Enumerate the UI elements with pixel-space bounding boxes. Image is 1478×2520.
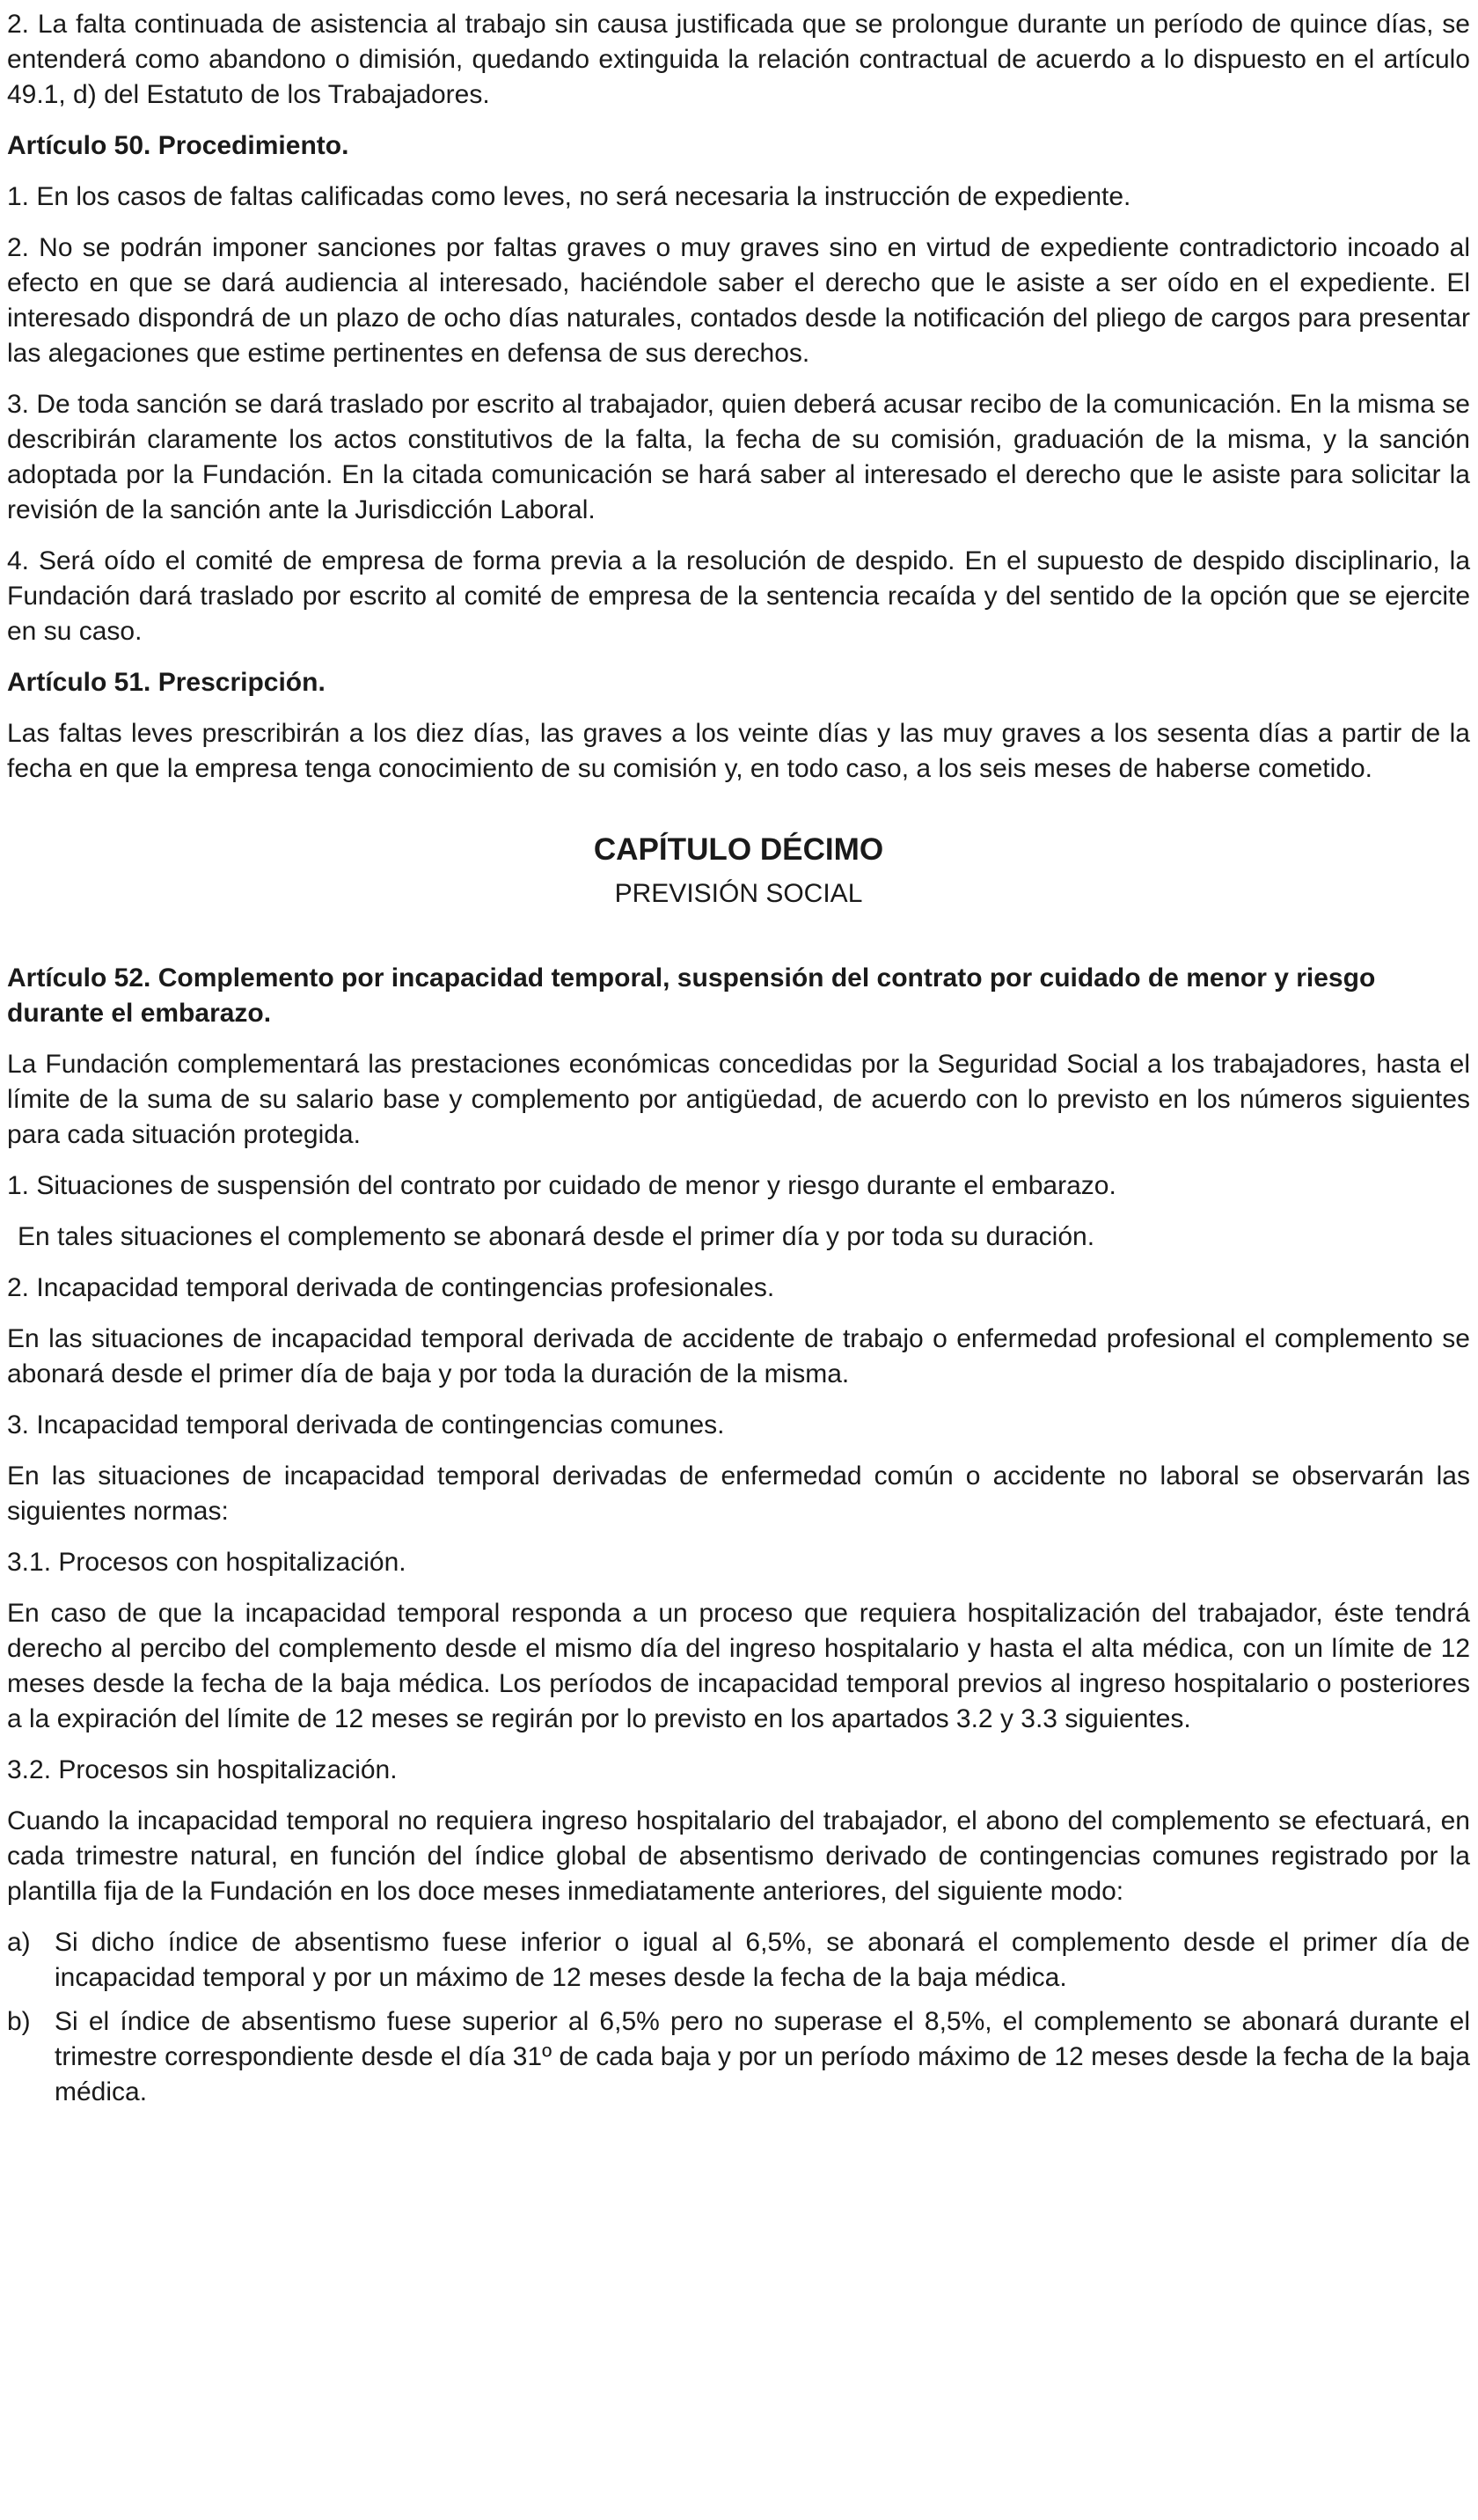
list-item-text: Si dicho índice de absentismo fuese inferior o igual al 6,5%, se abonará el complemento desde el primer día de incapacidad temporal y por un máximo de 12 meses desde la fecha de la baja médica. (55, 1928, 1470, 1992)
paragraph: En caso de que la incapacidad temporal responda a un proceso que requiera hospitalización del trabajador, éste tendrá derecho al percibo del complemento desde el mismo día del ingreso hospitalario y hasta el alta médica, con un límite de 12 meses desde la fecha de la baja médica. Los períodos de incapacidad temporal previos al ingreso hospitalario o posteriores a la expiración del límite de 12 meses se regirán por lo previsto en los apartados 3.2 y 3.3 siguientes. (7, 1599, 1470, 1733)
paragraph: 1. Situaciones de suspensión del contrato por cuidado de menor y riesgo durante el embarazo. (7, 1171, 1116, 1200)
paragraph: 2. La falta continuada de asistencia al trabajo sin causa justificada que se prolongue durante un período de quince días, se entenderá como abandono o dimisión, quedando extinguida la relación contractual de acuerdo a lo dispuesto en el artículo 49.1, d) del Estatuto de los Trabajadores. (7, 10, 1470, 109)
article-50-heading: Artículo 50. Procedimiento. (7, 131, 349, 160)
paragraph: La Fundación complementará las prestaciones económicas concedidas por la Seguridad Social a los trabajadores, hasta el límite de la suma de su salario base y complemento por antigüedad, de acuerdo con lo previsto en los números siguientes para cada situación protegida. (7, 1050, 1470, 1149)
paragraph: 2. Incapacidad temporal derivada de contingencias profesionales. (7, 1273, 775, 1302)
paragraph: 2. No se podrán imponer sanciones por faltas graves o muy graves sino en virtud de expediente contradictorio incoado al efecto en que se dará audiencia al interesado, haciéndole saber el derecho que le asiste a ser oído en el expediente. El interesado dispondrá de un plazo de ocho días naturales, contados desde la notificación del pliego de cargos para presentar las alegaciones que estime pertinentes en defensa de sus derechos. (7, 233, 1470, 368)
paragraph: En las situaciones de incapacidad temporal derivadas de enfermedad común o accidente no laboral se observarán las siguientes normas: (7, 1461, 1470, 1526)
list-item-a (7, 1925, 1470, 1996)
paragraph: En tales situaciones el complemento se abonará desde el primer día y por toda su duración. (18, 1222, 1095, 1251)
paragraph: 3.1. Procesos con hospitalización. (7, 1548, 406, 1577)
paragraph: 3. Incapacidad temporal derivada de contingencias comunes. (7, 1410, 725, 1439)
paragraph: 3. De toda sanción se dará traslado por escrito al trabajador, quien deberá acusar recibo de la comunicación. En la misma se describirán claramente los actos constitutivos de la falta, la fecha de su comisión, graduación de la misma, y la sanción adoptada por la Fundación. En la citada comunicación se hará saber al interesado el derecho que le asiste para solicitar la revisión de la sanción ante la Jurisdicción Laboral. (7, 390, 1470, 524)
paragraph: 1. En los casos de faltas calificadas como leves, no será necesaria la instrucción de expediente. (7, 182, 1131, 211)
article-52-heading: Artículo 52. Complemento por incapacidad temporal, suspensión del contrato por cuidado de menor y riesgo durante el embarazo. (7, 963, 1376, 1028)
paragraph: Las faltas leves prescribirán a los diez días, las graves a los veinte días y las muy graves a los sesenta días a partir de la fecha en que la empresa tenga conocimiento de su comisión y, en todo caso, a los seis meses de haberse cometido. (7, 719, 1470, 783)
paragraph: Cuando la incapacidad temporal no requiera ingreso hospitalario del trabajador, el abono del complemento se efectuará, en cada trimestre natural, en función del índice global de absentismo derivado de contingencias comunes registrado por la plantilla fija de la Fundación en los doce meses inmediatamente anteriores, del siguiente modo: (7, 1806, 1470, 1906)
chapter-10-subtitle: PREVISIÓN SOCIAL (614, 879, 863, 908)
list-item-text: Si el índice de absentismo fuese superior al 6,5% pero no superase el 8,5%, el complemento se abonará durante el trimestre correspondiente desde el día 31º de cada baja y por un período máximo de 12 meses desde la fecha de la baja médica. (55, 2007, 1470, 2106)
article-51-heading: Artículo 51. Prescripción. (7, 668, 326, 697)
paragraph: 4. Será oído el comité de empresa de forma previa a la resolución de despido. En el supuesto de despido disciplinario, la Fundación dará traslado por escrito al comité de empresa de la sentencia recaída y del sentido de la opción que se ejercite en su caso. (7, 546, 1470, 646)
list-marker: a) (7, 1928, 31, 1957)
chapter-10-title: CAPÍTULO DÉCIMO (593, 832, 884, 867)
paragraph: En las situaciones de incapacidad temporal derivada de accidente de trabajo o enfermedad profesional el complemento se abonará desde el primer día de baja y por toda la duración de la misma. (7, 1324, 1470, 1388)
paragraph: 3.2. Procesos sin hospitalización. (7, 1755, 398, 1784)
list-marker: b) (7, 2007, 31, 2036)
list-item-b (7, 2004, 1470, 2110)
